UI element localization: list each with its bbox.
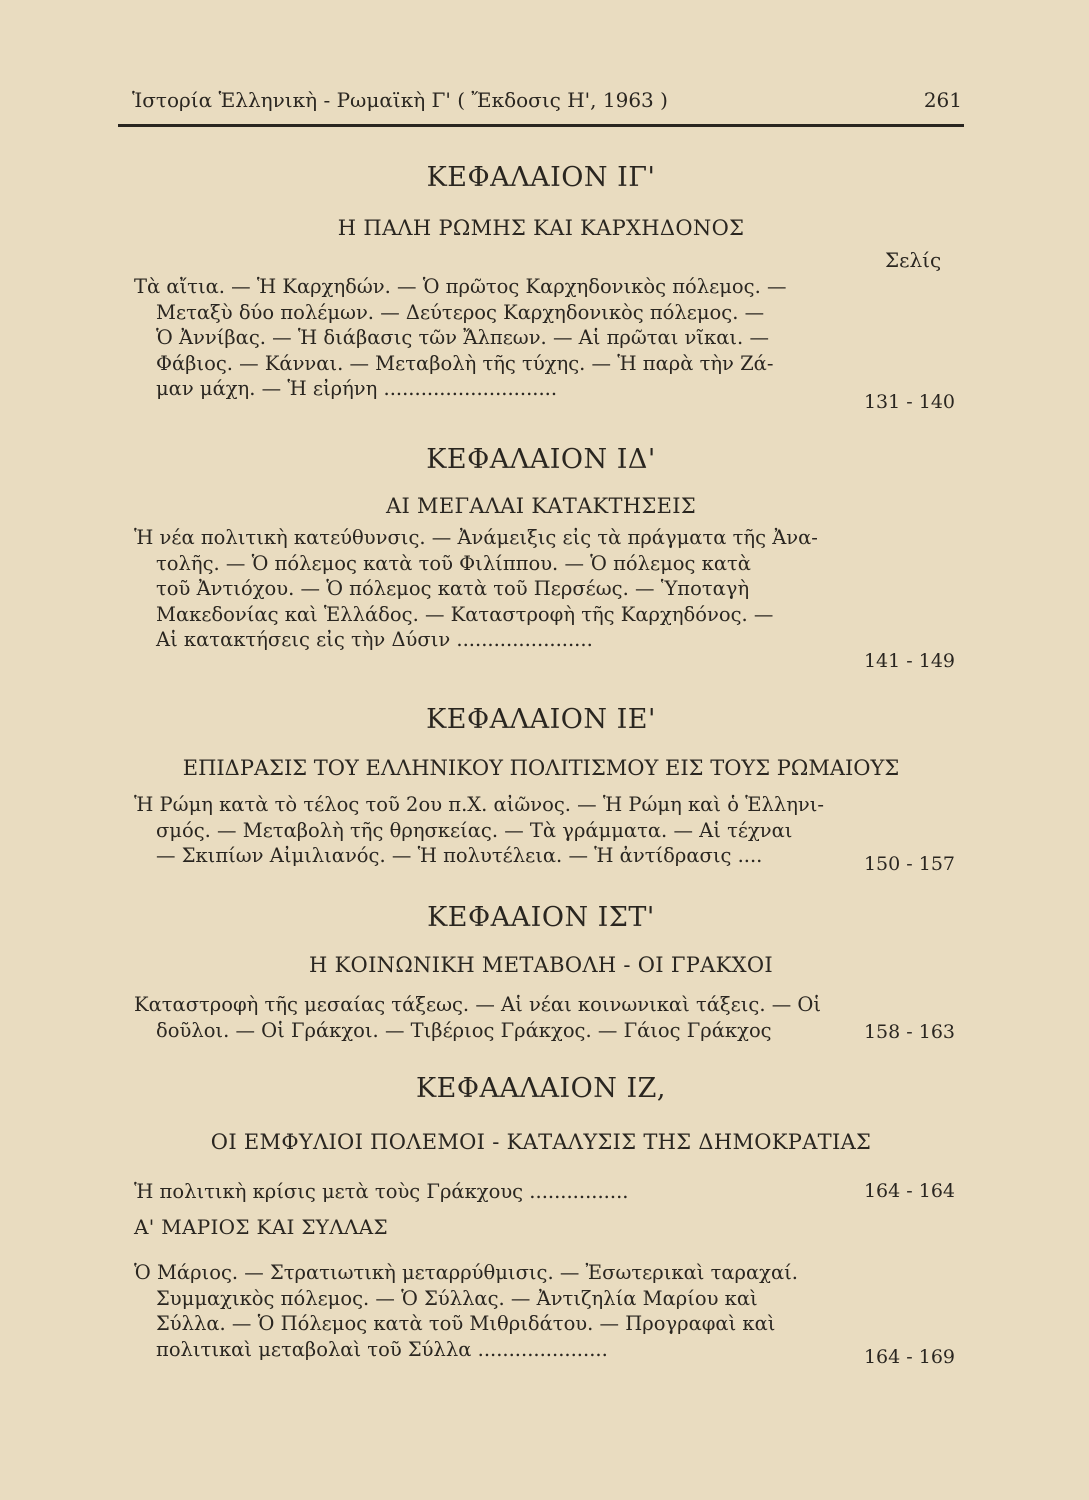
- page-range: 164 - 164: [863, 1180, 955, 1202]
- chapter-title: ΚΕΦΑΑΛΑΙΟΝ ΙΖ,: [415, 1073, 667, 1104]
- contents-line: — Σκιπίων Αἰμιλιανός. — Ἡ πολυτέλεια. — Ἡ ἀντίδρασις ....: [156, 844, 763, 867]
- contents-line: Ἡ νέα πολιτικὴ κατεύθυνσις. — Ἀνάμειξις εἰς τὰ πράγματα τῆς Ἀνα-: [134, 526, 818, 549]
- chapter-subtitle: ΟΙ ΕΜΦΥΛΙΟΙ ΠΟΛΕΜΟΙ - ΚΑΤΑΛΥΣΙΣ ΤΗΣ ΔΗΜΟΚΡΑΤΙΑΣ: [210, 1130, 872, 1154]
- contents-line: Συμμαχικὸς πόλεμος. — Ὁ Σύλλας. — Ἀντιζηλία Μαρίου καὶ: [156, 1286, 758, 1310]
- page-number: 261: [923, 88, 962, 112]
- section-contents: [134, 1260, 834, 1362]
- chapter-contents: [134, 992, 834, 1043]
- running-title: Ἱστορία Ἑλληνικὴ - Ρωμαϊκὴ Γ' ( Ἔκδοσις Η', 1963 ): [132, 88, 668, 112]
- chapter-subtitle: ΕΠΙΔΡΑΣΙΣ ΤΟΥ ΕΛΛΗΝΙΚΟΥ ΠΟΛΙΤΙΣΜΟΥ ΕΙΣ ΤΟΥΣ ΡΩΜΑΙΟΥΣ: [182, 756, 900, 780]
- page-range: 164 - 169: [863, 1346, 955, 1368]
- chapter-contents: [134, 274, 834, 402]
- contents-line: Αἱ κατακτήσεις εἰς τὴν Δύσιν ......................: [156, 628, 593, 651]
- page-range: 158 - 163: [863, 1021, 955, 1043]
- page-range: 141 - 149: [863, 650, 955, 672]
- page-column-label: Σελίς: [885, 248, 942, 272]
- contents-line: τοῦ Ἀντιόχου. — Ὁ πόλεμος κατὰ τοῦ Περσέως. — Ὑποταγὴ: [156, 577, 750, 600]
- contents-line: Ἡ Ρώμη κατὰ τὸ τέλος τοῦ 2ου π.Χ. αἰῶνος. — Ἡ Ρώμη καὶ ὁ Ἑλληνι-: [134, 793, 825, 816]
- page-range: 150 - 157: [863, 853, 955, 875]
- running-header: [132, 88, 962, 112]
- contents-line: Φάβιος. — Κάνναι. — Μεταβολὴ τῆς τύχης. — Ἡ παρὰ τὴν Ζά-: [156, 351, 774, 375]
- contents-line: σμός. — Μεταβολὴ τῆς θρησκείας. — Τὰ γράμματα. — Αἱ τέχναι: [156, 818, 793, 842]
- chapter-subtitle: Η ΚΟΙΝΩΝΙΚΗ ΜΕΤΑΒΟΛΗ - ΟΙ ΓΡΑΚΧΟΙ: [308, 953, 773, 977]
- contents-line: τολῆς. — Ὁ πόλεμος κατὰ τοῦ Φιλίππου. — Ὁ πόλεμος κατὰ: [156, 551, 751, 575]
- chapter-title: ΚΕΦΑΛΑΙΟΝ ΙΓ': [426, 162, 656, 193]
- page-range: 131 - 140: [863, 391, 955, 413]
- contents-line: πολιτικαὶ μεταβολαὶ τοῦ Σύλλα .....................: [156, 1337, 608, 1361]
- chapter-contents: [134, 1179, 834, 1205]
- contents-line: Ὁ Ἀννίβας. — Ἡ διάβασις τῶν Ἄλπεων. — Αἱ πρῶται νῖκαι. —: [156, 326, 769, 349]
- chapter-contents: [134, 792, 834, 869]
- contents-line: Μακεδονίας καὶ Ἑλλάδος. — Καταστροφὴ τῆς Καρχηδόνος. —: [156, 602, 774, 626]
- contents-line: Ὁ Μάριος. — Στρατιωτικὴ μεταρρύθμισις. — Ἐσωτερικαὶ ταραχαί.: [134, 1261, 799, 1284]
- chapter-title: ΚΕΦΑΛΑΙΟΝ ΙΕ': [426, 704, 656, 735]
- chapter-contents: [134, 525, 834, 653]
- contents-line: μαν μάχη. — Ἡ εἰρήνη ............................: [156, 377, 558, 400]
- chapter-subtitle: Η ΠΑΛΗ ΡΩΜΗΣ ΚΑΙ ΚΑΡΧΗΔΟΝΟΣ: [337, 216, 745, 240]
- section-title: Α' ΜΑΡΙΟΣ ΚΑΙ ΣΥΛΛΑΣ: [134, 1215, 388, 1239]
- chapter-subtitle: ΑΙ ΜΕΓΑΛΑΙ ΚΑΤΑΚΤΗΣΕΙΣ: [386, 494, 696, 518]
- chapter-title: ΚΕΦΑΑΙΟΝ ΙΣΤ': [427, 902, 655, 933]
- contents-line: Μεταξὺ δύο πολέμων. — Δεύτερος Καρχηδονικὸς πόλεμος. —: [156, 300, 765, 324]
- chapter-title: ΚΕΦΑΛΑΙΟΝ ΙΔ': [426, 444, 656, 475]
- contents-line: δοῦλοι. — Οἱ Γράκχοι. — Τιβέριος Γράκχος. — Γάιος Γράκχος: [156, 1018, 772, 1042]
- contents-line: Ἡ πολιτικὴ κρίσις μετὰ τοὺς Γράκχους ................: [134, 1180, 629, 1203]
- header-rule: [118, 124, 964, 127]
- contents-line: Τὰ αἴτια. — Ἡ Καρχηδών. — Ὁ πρῶτος Καρχηδονικὸς πόλεμος. —: [134, 275, 787, 298]
- contents-line: Καταστροφὴ τῆς μεσαίας τάξεως. — Αἱ νέαι κοινωνικαὶ τάξεις. — Οἱ: [134, 993, 822, 1016]
- contents-line: Σύλλα. — Ὁ Πόλεμος κατὰ τοῦ Μιθριδάτου. — Προγραφαὶ καὶ: [156, 1312, 776, 1335]
